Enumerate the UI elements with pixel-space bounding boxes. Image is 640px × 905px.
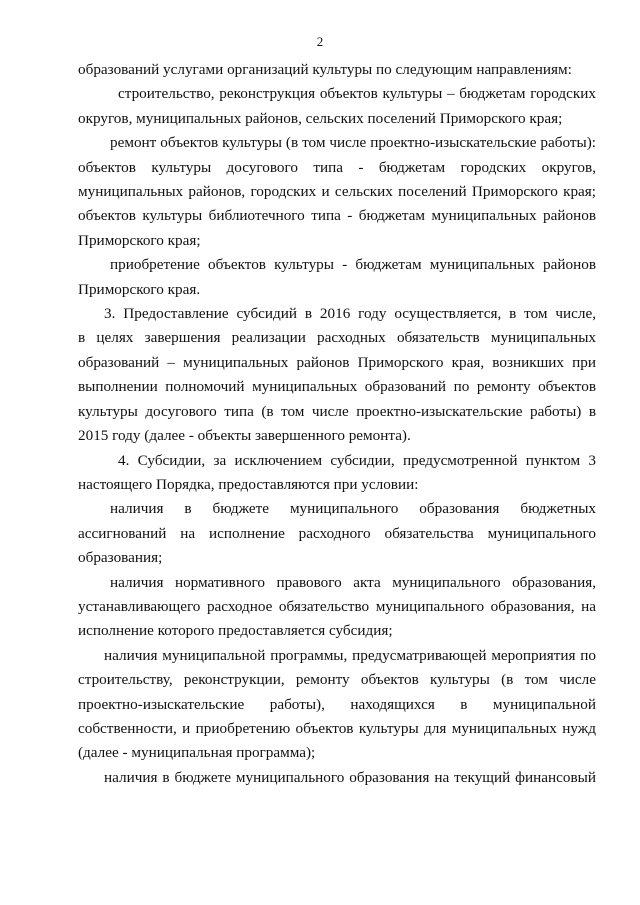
text-line: выполнении полномочий муниципальных образований по ремонту объектов bbox=[78, 378, 596, 396]
text-line: собственности, и приобретению объектов культуры для муниципальных нужд bbox=[78, 719, 596, 737]
text-line: культуры досугового типа (в том числе проектно-изыскательские работы) в bbox=[78, 402, 596, 420]
text-line: округов, муниципальных районов, сельских поселений Приморского края; bbox=[78, 109, 563, 127]
text-line: наличия муниципальной программы, предусматривающей мероприятия по bbox=[104, 646, 596, 664]
text-line: образований услугами организаций культуры по следующим направлениям: bbox=[78, 61, 572, 78]
paragraph-intro bbox=[78, 58, 596, 82]
text-line: 2015 году (далее - объекты завершенного ремонта). bbox=[78, 427, 411, 445]
text-line: Приморского края; bbox=[78, 231, 201, 249]
paragraph-construction bbox=[78, 82, 596, 131]
paragraph-item-3 bbox=[78, 302, 596, 448]
text-line: строительству, реконструкции, ремонту объектов культуры (в том числе bbox=[78, 671, 596, 689]
text-line: Приморского края. bbox=[78, 280, 201, 298]
text-line: муниципальных районов, городских и сельских поселений Приморского края; bbox=[78, 183, 596, 201]
page-number: 2 bbox=[316, 34, 324, 49]
text-line: (далее - муниципальная программа); bbox=[78, 744, 316, 762]
text-line: наличия в бюджете муниципального образования бюджетных bbox=[110, 500, 596, 518]
text-line: 4. Субсидии, за исключением субсидии, предусмотренной пунктом 3 bbox=[118, 451, 596, 469]
paragraph-condition-current-budget bbox=[78, 766, 596, 790]
text-line: образования; bbox=[78, 549, 163, 567]
document-body bbox=[78, 58, 596, 790]
paragraph-acquisition bbox=[78, 253, 596, 302]
text-line: проектно-изыскательские работы), находящихся в муниципальной bbox=[78, 695, 596, 713]
paragraph-repair bbox=[78, 131, 596, 253]
text-line: наличия в бюджете муниципального образования на текущий финансовый bbox=[104, 768, 596, 786]
paragraph-condition-program bbox=[78, 644, 596, 766]
paragraph-item-4 bbox=[78, 449, 596, 498]
text-line: приобретение объектов культуры - бюджетам муниципальных районов bbox=[110, 256, 596, 274]
text-line: образований – муниципальных районов Приморского края, возникших при bbox=[78, 353, 596, 371]
text-line: ремонт объектов культуры (в том числе проектно-изыскательские работы): bbox=[110, 134, 596, 152]
text-line: наличия нормативного правового акта муниципального образования, bbox=[110, 573, 596, 591]
text-line: настоящего Порядка, предоставляются при условии: bbox=[78, 475, 419, 493]
paragraph-condition-legal-act bbox=[78, 571, 596, 644]
text-line: исполнение которого предоставляется субсидия; bbox=[78, 622, 393, 640]
paragraph-condition-budget bbox=[78, 497, 596, 570]
text-line: строительство, реконструкция объектов культуры – бюджетам городских bbox=[118, 85, 596, 103]
text-line: устанавливающего расходное обязательство муниципального образования, на bbox=[78, 597, 596, 615]
text-line: 3. Предоставление субсидий в 2016 году осуществляется, в том числе, bbox=[104, 305, 596, 323]
text-line: объектов культуры библиотечного типа - бюджетам муниципальных районов bbox=[78, 207, 596, 225]
text-line: объектов культуры досугового типа - бюджетам городских округов, bbox=[78, 158, 596, 176]
text-line: в целях завершения реализации расходных обязательств муниципальных bbox=[78, 329, 596, 347]
text-line: ассигнований на исполнение расходного обязательства муниципального bbox=[78, 524, 596, 542]
